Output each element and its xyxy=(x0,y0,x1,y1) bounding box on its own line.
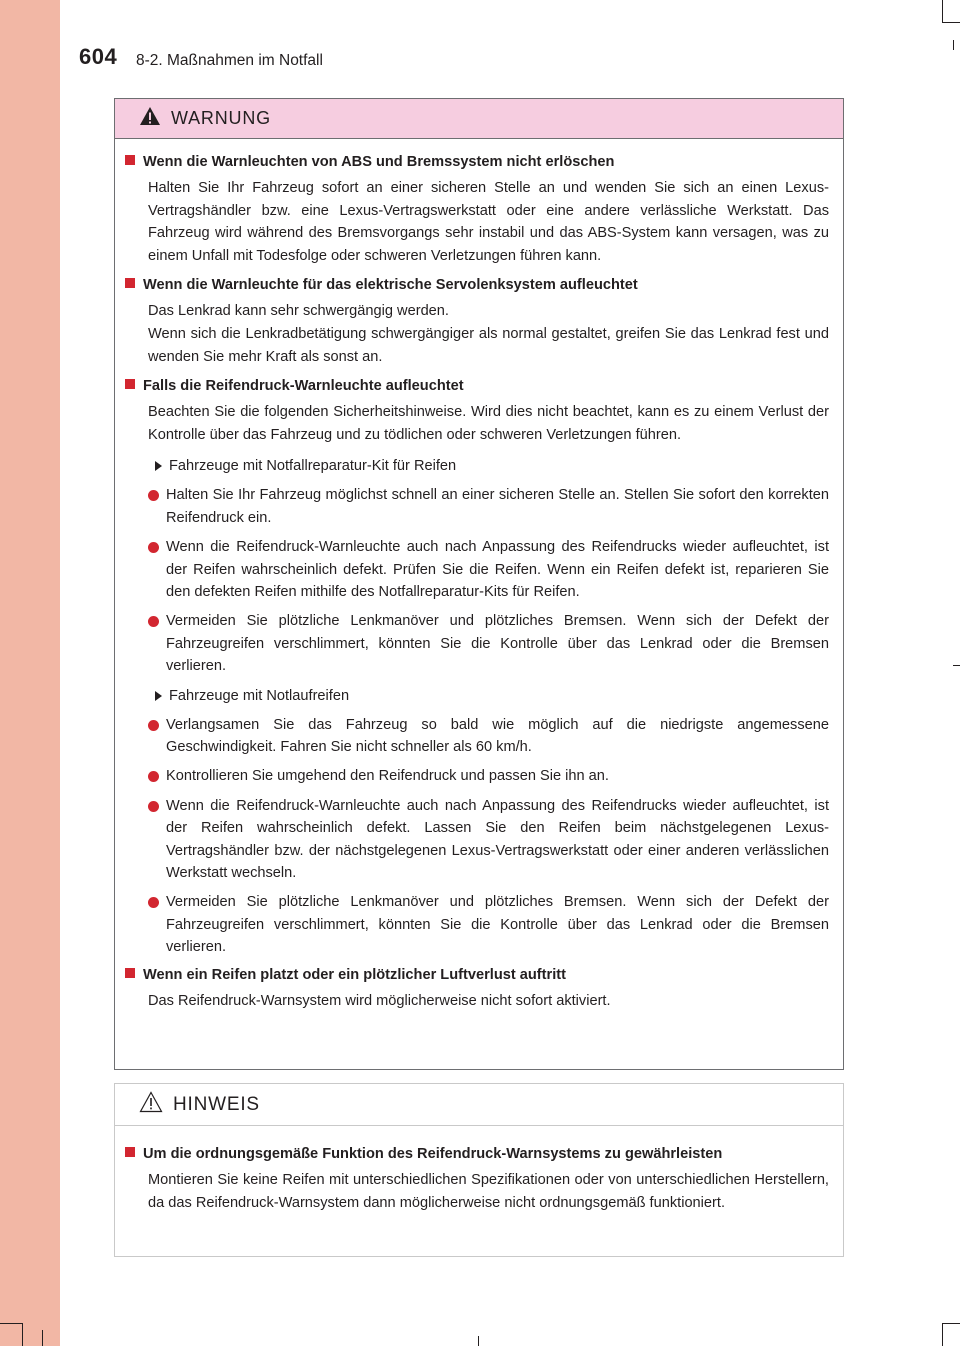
arrow-right-icon xyxy=(155,691,162,701)
notice-label: HINWEIS xyxy=(173,1093,260,1115)
paragraph: Das Reifendruck-Warnsystem wird möglicherweise nicht sofort aktiviert. xyxy=(148,992,611,1009)
red-dot-icon xyxy=(148,616,159,627)
red-dot-icon xyxy=(148,542,159,553)
sub-heading: Fahrzeuge mit Notlaufreifen xyxy=(155,685,829,707)
crop-mark xyxy=(42,1330,43,1346)
caution-triangle-icon xyxy=(139,1091,163,1118)
warning-box xyxy=(114,98,844,1070)
section-heading: Wenn die Warnleuchte für das elektrische Servolenksystem aufleuchtet xyxy=(125,276,829,295)
warning-header xyxy=(115,99,843,139)
list-item: Kontrollieren Sie umgehend den Reifendruck und passen Sie ihn an. xyxy=(148,765,829,787)
list-item: Vermeiden Sie plötzliche Lenkmanöver und plötzliches Bremsen. Wenn sich der Defekt der Fahrzeugreifen verschlimmert, könnten Sie die Kontrolle über das Lenkrad oder die Bremsen verlieren. xyxy=(148,891,829,958)
chapter-color-band xyxy=(0,0,60,1346)
section-heading: Wenn ein Reifen platzt oder ein plötzlicher Luftverlust auftritt xyxy=(125,966,829,985)
sub-heading: Fahrzeuge mit Notfallreparatur-Kit für Reifen xyxy=(155,455,829,477)
red-square-icon xyxy=(125,968,135,978)
crop-mark xyxy=(953,665,960,666)
red-dot-icon xyxy=(148,771,159,782)
crop-mark xyxy=(953,40,954,50)
arrow-right-icon xyxy=(155,461,162,471)
notice-header xyxy=(115,1084,843,1126)
list-item: Vermeiden Sie plötzliche Lenkmanöver und plötzliches Bremsen. Wenn sich der Defekt der Fahrzeugreifen verschlimmert, könnten Sie die Kontrolle über das Lenkrad oder die Bremsen verlieren. xyxy=(148,610,829,677)
section-heading: Falls die Reifendruck-Warnleuchte aufleuchtet xyxy=(125,377,829,396)
paragraph: Das Lenkrad kann sehr schwergängig werden. xyxy=(148,303,449,320)
red-square-icon xyxy=(125,1147,135,1157)
page-number: 604 xyxy=(79,44,118,69)
red-square-icon xyxy=(125,379,135,389)
section-heading: Um die ordnungsgemäße Funktion des Reifendruck-Warnsystems zu gewährleisten xyxy=(125,1145,829,1164)
warning-label: WARNUNG xyxy=(171,108,271,128)
crop-mark xyxy=(942,1323,960,1324)
red-dot-icon xyxy=(148,801,159,812)
section-title: 8-2. Maßnahmen im Notfall xyxy=(136,52,323,69)
red-dot-icon xyxy=(148,490,159,501)
list-item: Wenn die Reifendruck-Warnleuchte auch nach Anpassung des Reifendrucks wieder aufleuchtet, ist der Reifen wahrscheinlich defekt. Lassen Sie den Reifen beim nächstgelegenen Lexus-Vertragshändler bzw. der nächstgelegenen Lexus-Vertragswerkstatt oder einer anderen verlässlichen Werkstatt wechseln. xyxy=(148,795,829,885)
paragraph: Halten Sie Ihr Fahrzeug sofort an einer sicheren Stelle an und wenden Sie sich an einen Lexus-Vertragshändler bzw. eine Lexus-Vertragswerkstatt oder eine andere verlässliche Werkstatt. Das Fahrzeug wird während des Bremsvorgangs sehr instabil und das ABS-System kann versagen, was zu einem Unfall mit Todesfolge oder schweren Verletzungen führen kann. xyxy=(148,180,829,264)
crop-mark xyxy=(0,1323,22,1324)
list-item: Wenn die Reifendruck-Warnleuchte auch nach Anpassung des Reifendrucks wieder aufleuchtet, ist der Reifen wahrscheinlich defekt. Prüfen Sie die Reifen. Wenn ein Reifen defekt ist, reparieren Sie den defekten Reifen mithilfe des Notfallreparatur-Kits für Reifen. xyxy=(148,536,829,603)
notice-box xyxy=(114,1083,844,1257)
red-square-icon xyxy=(125,278,135,288)
warning-triangle-icon xyxy=(139,106,161,131)
section-heading: Wenn die Warnleuchten von ABS und Bremssystem nicht erlöschen xyxy=(125,153,829,172)
crop-mark xyxy=(942,1323,943,1346)
list-item: Halten Sie Ihr Fahrzeug möglichst schnell an einer sicheren Stelle an. Stellen Sie sofort den korrekten Reifendruck ein. xyxy=(148,484,829,529)
crop-mark xyxy=(22,1323,23,1346)
red-square-icon xyxy=(125,155,135,165)
red-dot-icon xyxy=(148,897,159,908)
paragraph: Montieren Sie keine Reifen mit unterschiedlichen Spezifikationen oder von unterschiedlichen Herstellern, da das Reifendruck-Warnsystem dann möglicherweise nicht ordnungsgemäß funktioniert. xyxy=(148,1172,829,1211)
crop-mark xyxy=(478,1336,479,1346)
red-dot-icon xyxy=(148,720,159,731)
crop-mark xyxy=(942,0,943,22)
crop-mark xyxy=(942,22,960,23)
list-item: Verlangsamen Sie das Fahrzeug so bald wie möglich auf die niedrigste angemessene Geschwindigkeit. Fahren Sie nicht schneller als 60 km/h. xyxy=(148,714,829,759)
paragraph: Beachten Sie die folgenden Sicherheitshinweise. Wird dies nicht beachtet, kann es zu einem Verlust der Kontrolle über das Fahrzeug und zu tödlichen oder schweren Verletzungen führen. xyxy=(148,404,829,443)
paragraph: Wenn sich die Lenkradbetätigung schwergängiger als normal gestaltet, greifen Sie das Lenkrad fest und wenden Sie mehr Kraft als sonst an. xyxy=(148,325,829,365)
